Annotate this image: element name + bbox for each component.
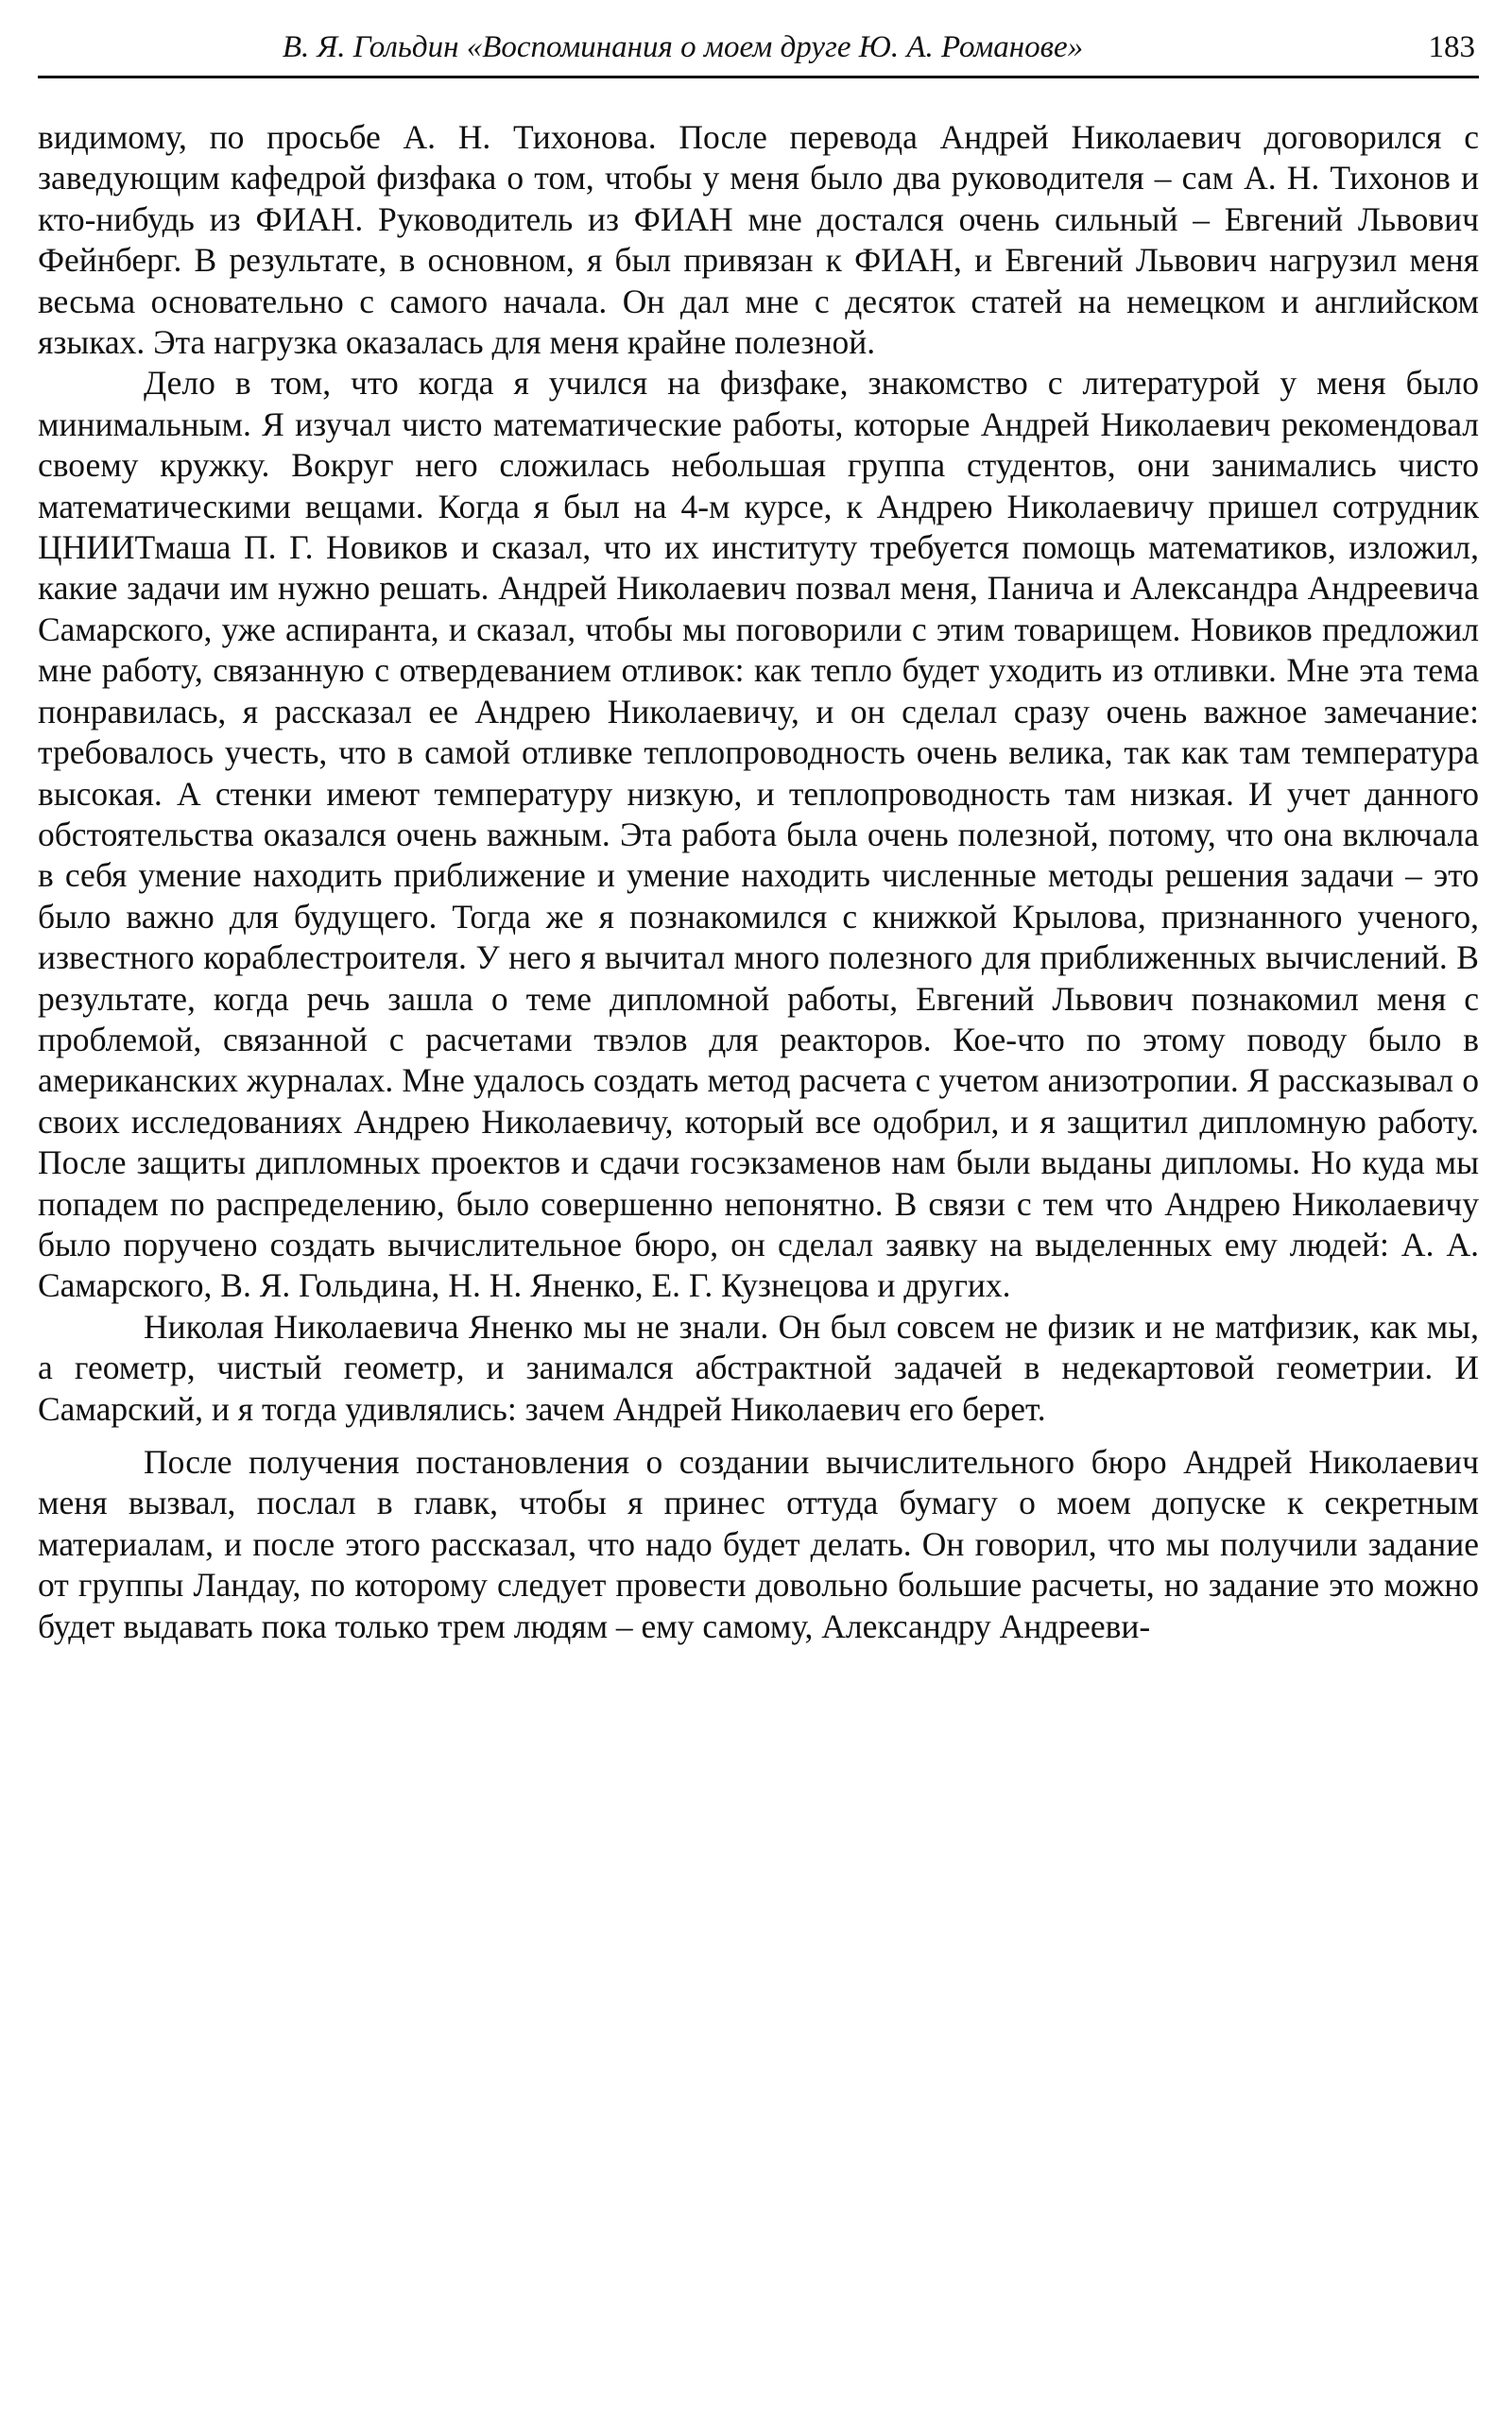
- book-page: [38, 0, 1479, 2422]
- paragraph-2: Дело в том, что когда я учился на физфаке, знакомство с литературой у меня было минимальным. Я изучал чисто математические работы, которые Андрей Николаевич рекомендовал своему кружку. Вокруг него сложилась небольшая группа студентов, они занимались чисто математическими вещами. Когда я был на 4-м курсе, к Андрею Николаевичу пришел сотрудник ЦНИИТмаша П. Г. Новиков и сказал, что их институту требуется помощь математиков, изложил, какие задачи им нужно решать. Андрей Николаевич позвал меня, Панича и Александра Андреевича Самарского, уже аспиранта, и сказал, чтобы мы поговорили с этим товарищем. Новиков предложил мне работу, связанную с отвердеванием отливок: как тепло будет уходить из отливки. Мне эта тема понравилась, я рассказал ее Андрею Николаевичу, и он сделал сразу очень важное замечание: требовалось учесть, что в самой отливке теплопроводность очень велика, так как там температура высокая. А стенки имеют температуру низкую, и теплопроводность там низкая. И учет данного обстоятельства оказался очень важным. Эта работа была очень полезной, потому, что она включала в себя умение находить приближение и умение находить численные методы решения задачи – это было важно для будущего. Тогда же я познакомился с книжкой Крылова, признанного ученого, известного кораблестроителя. У него я вычитал много полезного для приближенных вычислений. В результате, когда речь зашла о теме дипломной работы, Евгений Львович познакомил меня с проблемой, связанной с расчетами твэлов для реакторов. Кое-что по этому поводу было в американских журналах. Мне удалось создать метод расчета с учетом анизотропии. Я рассказывал о своих исследованиях Андрею Николаевичу, который все одобрил, и я защитил дипломную работу. После защиты дипломных проектов и сдачи госэкзаменов нам были выданы дипломы. Но куда мы попадем по распределению, было совершенно непонятно. В связи с тем что Андрею Николаевичу было поручено создать вычислительное бюро, он сделал заявку на выделенных ему людей: А. А. Самарского, В. Я. Гольдина, Н. Н. Яненко, Е. Г. Кузнецова и других.: [38, 364, 1479, 1305]
- paragraph-3: Николая Николаевича Яненко мы не знали. Он был совсем не физик и не матфизик, как мы, а геометр, чистый геометр, и занимался абстрактной задачей в недекартовой геометрии. И Самарский, и я тогда удивлялись: зачем Андрей Николаевич его берет.: [38, 1307, 1479, 1428]
- header-rule: [38, 76, 1479, 78]
- page-number: 183: [1428, 30, 1475, 64]
- paragraph-1: видимому, по просьбе А. Н. Тихонова. После перевода Андрей Николаевич договорился с заведующим кафедрой физфака о том, чтобы у меня было два руководителя – сам А. Н. Тихонов и кто-нибудь из ФИАН. Руководитель из ФИАН мне достался очень сильный – Евгений Львович Фейнберг. В результате, в основном, я был привязан к ФИАН, и Евгений Львович нагрузил меня весьма основательно с самого начала. Он дал мне с десяток статей на немецком и английском языках. Эта нагрузка оказалась для меня крайне полезной.: [38, 118, 1479, 362]
- body-text: [38, 117, 1479, 1647]
- running-title: В. Я. Гольдин «Воспоминания о моем друге Ю. А. Романове»: [282, 30, 1084, 64]
- running-header: [38, 19, 1479, 76]
- paragraph-4: После получения постановления о создании вычислительного бюро Андрей Николаевич меня вызвал, послал в главк, чтобы я принес оттуда бумагу о моем допуске к секретным материалам, и после этого рассказал, что надо будет делать. Он говорил, что мы получили задание от группы Ландау, по которому следует провести довольно большие расчеты, но задание это можно будет выдавать пока только трем людям – ему самому, Александру Андрееви-: [38, 1443, 1479, 1645]
